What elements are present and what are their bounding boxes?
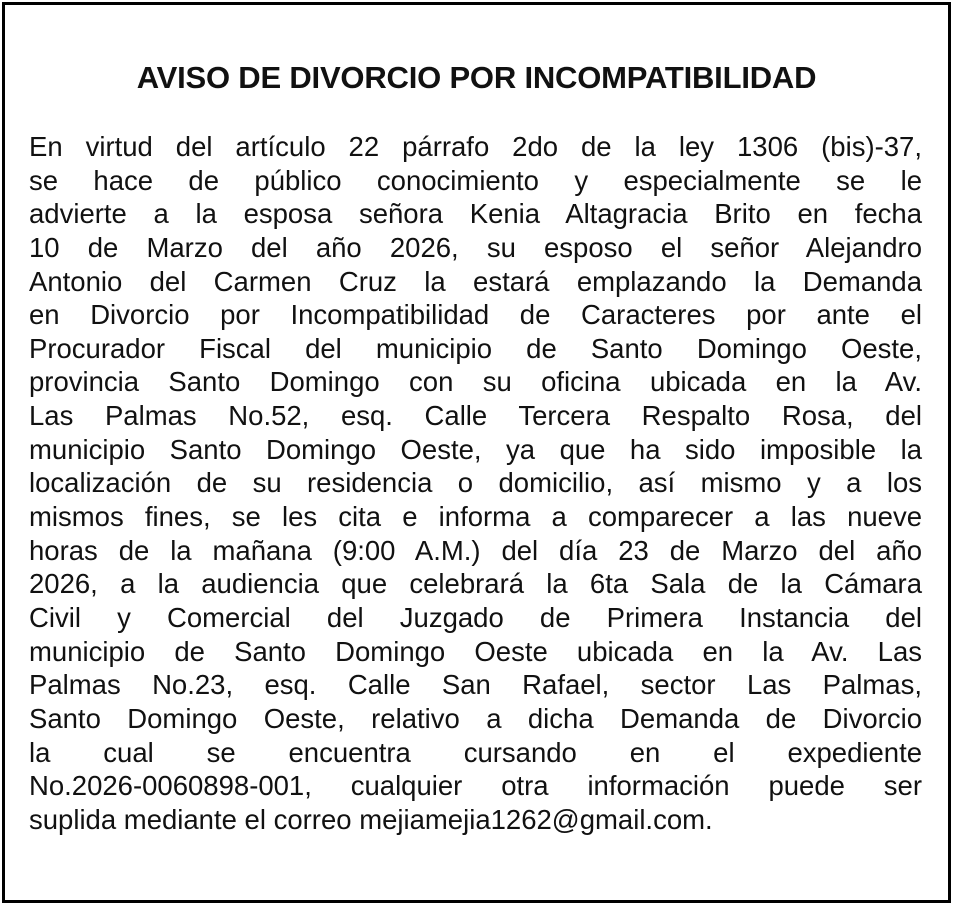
body-line: Santo Domingo Oeste, relativo a dicha Demanda de Divorcio [29,702,922,734]
notice-frame [2,2,951,903]
body-line: 2026, a la audiencia que celebrará la 6ta Sala de la Cámara [29,568,922,600]
body-line: Antonio del Carmen Cruz la estará emplazando la Demanda [29,265,922,297]
body-line: Civil y Comercial del Juzgado de Primera Instancia del [29,601,922,633]
body-line: en Divorcio por Incompatibilidad de Caracteres por ante el [29,299,922,331]
body-line: Palmas No.23, esq. Calle San Rafael, sector Las Palmas, [29,669,922,701]
notice-title: AVISO DE DIVORCIO POR INCOMPATIBILIDAD [136,60,817,95]
body-line: suplida mediante el correo mejiamejia1262@gmail.com. [29,803,713,835]
body-line: 10 de Marzo del año 2026, su esposo el señor Alejandro [29,231,922,263]
body-line: localización de su residencia o domicilio, así mismo y a los [29,467,922,499]
body-line: se hace de público conocimiento y especialmente se le [29,164,922,196]
body-line: En virtud del artículo 22 párrafo 2do de la ley 1306 (bis)-37, [29,131,922,162]
body-line: Procurador Fiscal del municipio de Santo Domingo Oeste, [29,332,922,364]
notice-body [29,130,922,836]
body-line: municipio Santo Domingo Oeste, ya que ha sido imposible la [29,433,922,465]
body-line: provincia Santo Domingo con su oficina ubicada en la Av. [29,366,922,398]
body-line: mismos fines, se les cita e informa a comparecer a las nueve [29,501,922,533]
body-line: Las Palmas No.52, esq. Calle Tercera Respalto Rosa, del [29,400,922,432]
body-line: horas de la mañana (9:00 A.M.) del día 23 de Marzo del año [29,534,922,566]
body-line: No.2026-0060898-001, cualquier otra información puede ser [29,770,922,802]
body-line: la cual se encuentra cursando en el expediente [29,736,922,768]
body-line: municipio de Santo Domingo Oeste ubicada en la Av. Las [29,635,922,667]
body-line: advierte a la esposa señora Kenia Altagracia Brito en fecha [29,198,922,230]
